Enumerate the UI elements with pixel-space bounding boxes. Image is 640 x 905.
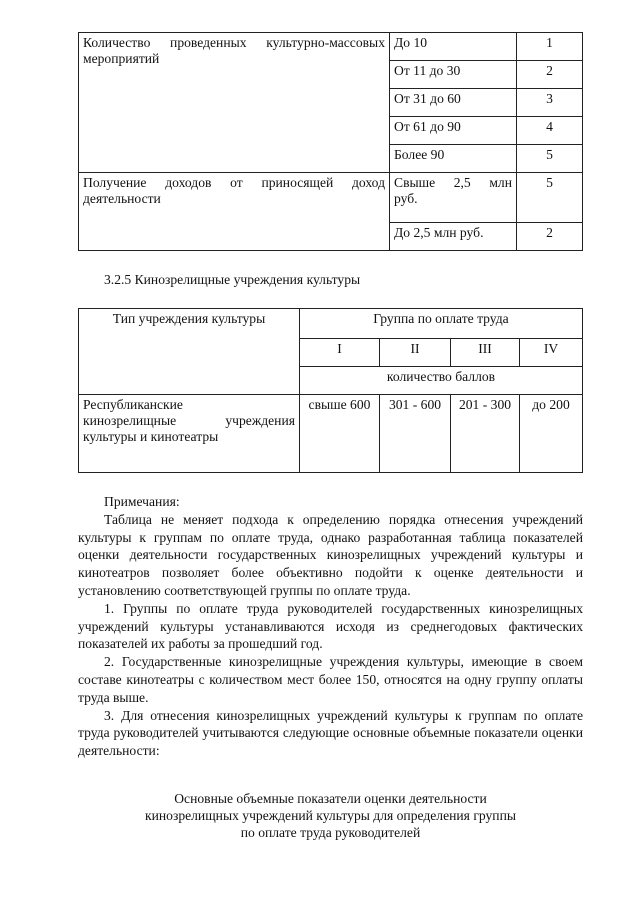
- range-cell: От 11 до 30: [390, 61, 517, 89]
- value-cell: 201 - 300: [451, 395, 520, 473]
- criterion-line: деятельности: [83, 191, 161, 206]
- range-line: Свыше 2,5 млн: [394, 175, 512, 190]
- group-header-cell: II: [380, 339, 451, 367]
- points-label-cell: количество баллов: [300, 367, 583, 395]
- range-cell: От 31 до 60: [390, 89, 517, 117]
- group-header-cell: I: [300, 339, 380, 367]
- score-cell: 5: [517, 173, 583, 223]
- header-type-cell: Тип учреждения культуры: [79, 309, 300, 395]
- range-cell: Более 90: [390, 145, 517, 173]
- value-cell: 301 - 600: [380, 395, 451, 473]
- header-group-cell: Группа по оплате труда: [300, 309, 583, 339]
- range-cell: От 61 до 90: [390, 117, 517, 145]
- footer-title-line: кинозрелищных учреждений культуры для определения группы: [145, 808, 516, 823]
- group-table: [78, 308, 583, 473]
- score-cell: 5: [517, 145, 583, 173]
- criterion-line: мероприятий: [83, 51, 160, 66]
- notes-section: [78, 493, 583, 760]
- scoring-table: [78, 32, 583, 251]
- footer-title: [78, 790, 583, 841]
- footer-title-line: по оплате труда руководителей: [240, 825, 421, 840]
- score-cell: 1: [517, 33, 583, 61]
- criterion-cell: [79, 33, 390, 173]
- row-label-line: кинозрелищные учреждения: [83, 413, 295, 428]
- range-cell: До 10: [390, 33, 517, 61]
- range-line: руб.: [394, 191, 418, 206]
- note-paragraph: Таблица не меняет подхода к определению порядка отнесения учреждений культуры к группам по оплате труда, однако разработанная таблица показателей оценки деятельности государственных кинозрелищных учреждений культуры и кинотеатров позволяет более объективно подойти к оценке деятельности и установлению соответствующей группы по оплате труда.: [78, 511, 583, 598]
- score-cell: 3: [517, 89, 583, 117]
- section-heading: 3.2.5 Кинозрелищные учреждения культуры: [104, 272, 361, 287]
- note-paragraph: 2. Государственные кинозрелищные учреждения культуры, имеющие в своем составе кинотеатры с количеством мест более 150, относятся на одну группу оплаты труда выше.: [78, 654, 583, 705]
- criterion-line: Количество проведенных культурно-массовых: [83, 35, 385, 50]
- value-cell: до 200: [520, 395, 583, 473]
- value-cell: свыше 600: [300, 395, 380, 473]
- score-cell: 2: [517, 223, 583, 251]
- range-cell: [390, 173, 517, 223]
- group-header-cell: III: [451, 339, 520, 367]
- row-label-line: Республиканские: [83, 397, 183, 412]
- notes-title: Примечания:: [104, 494, 180, 509]
- row-label-line: культуры и кинотеатры: [83, 429, 219, 444]
- group-header-cell: IV: [520, 339, 583, 367]
- score-cell: 2: [517, 61, 583, 89]
- footer-title-line: Основные объемные показатели оценки деятельности: [174, 791, 487, 806]
- note-paragraph: 3. Для отнесения кинозрелищных учреждений культуры к группам по оплате труда руководителей учитываются следующие основные объемные показатели оценки деятельности:: [78, 707, 583, 759]
- range-cell: До 2,5 млн руб.: [390, 223, 517, 251]
- criterion-line: Получение доходов от приносящей доход: [83, 175, 385, 190]
- note-paragraph: 1. Группы по оплате труда руководителей государственных кинозрелищных учреждений культуры устанавливаются исходя из среднегодовых фактических показателей их работы за прошедший год.: [78, 600, 583, 652]
- criterion-cell: [79, 173, 390, 251]
- score-cell: 4: [517, 117, 583, 145]
- row-label-cell: [79, 395, 300, 473]
